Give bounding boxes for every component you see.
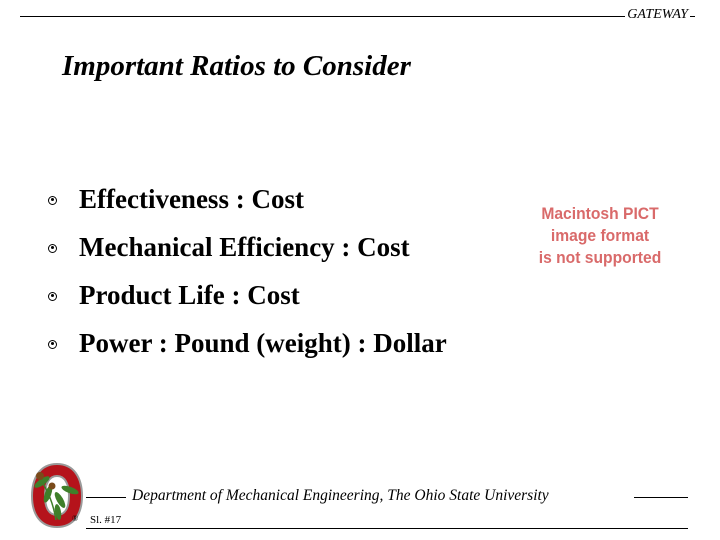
registered-mark: ® xyxy=(72,514,79,523)
bullet-text: Effectiveness : Cost xyxy=(79,183,304,214)
gateway-label: GATEWAY xyxy=(627,7,688,22)
department-footer: Department of Mechanical Engineering, The Ohio State University xyxy=(132,487,549,504)
unsupported-image-placeholder xyxy=(526,203,673,269)
slide-number: Sl. #17 xyxy=(90,514,122,526)
bullet-icon xyxy=(48,244,57,253)
bullet-text: Power : Pound (weight) : Dollar xyxy=(79,327,447,358)
bullet-icon xyxy=(48,196,57,205)
bullet-item xyxy=(48,319,447,367)
footer-rule-left xyxy=(86,497,126,498)
bullet-list xyxy=(48,175,447,367)
bullet-text: Mechanical Efficiency : Cost xyxy=(79,231,410,262)
bullet-item xyxy=(48,223,447,271)
header-rule xyxy=(20,16,695,17)
bullet-icon xyxy=(48,292,57,301)
footer-bottom-rule xyxy=(86,528,688,529)
slide-title: Important Ratios to Consider xyxy=(62,50,411,82)
footer-rule-right xyxy=(634,497,688,498)
bullet-item xyxy=(48,175,447,223)
placeholder-line-1: Macintosh PICT xyxy=(541,204,659,223)
placeholder-line-3: is not supported xyxy=(538,248,662,267)
bullet-text: Product Life : Cost xyxy=(79,279,300,310)
bullet-icon xyxy=(48,340,57,349)
placeholder-line-2: image format xyxy=(550,226,650,245)
bullet-item xyxy=(48,271,447,319)
